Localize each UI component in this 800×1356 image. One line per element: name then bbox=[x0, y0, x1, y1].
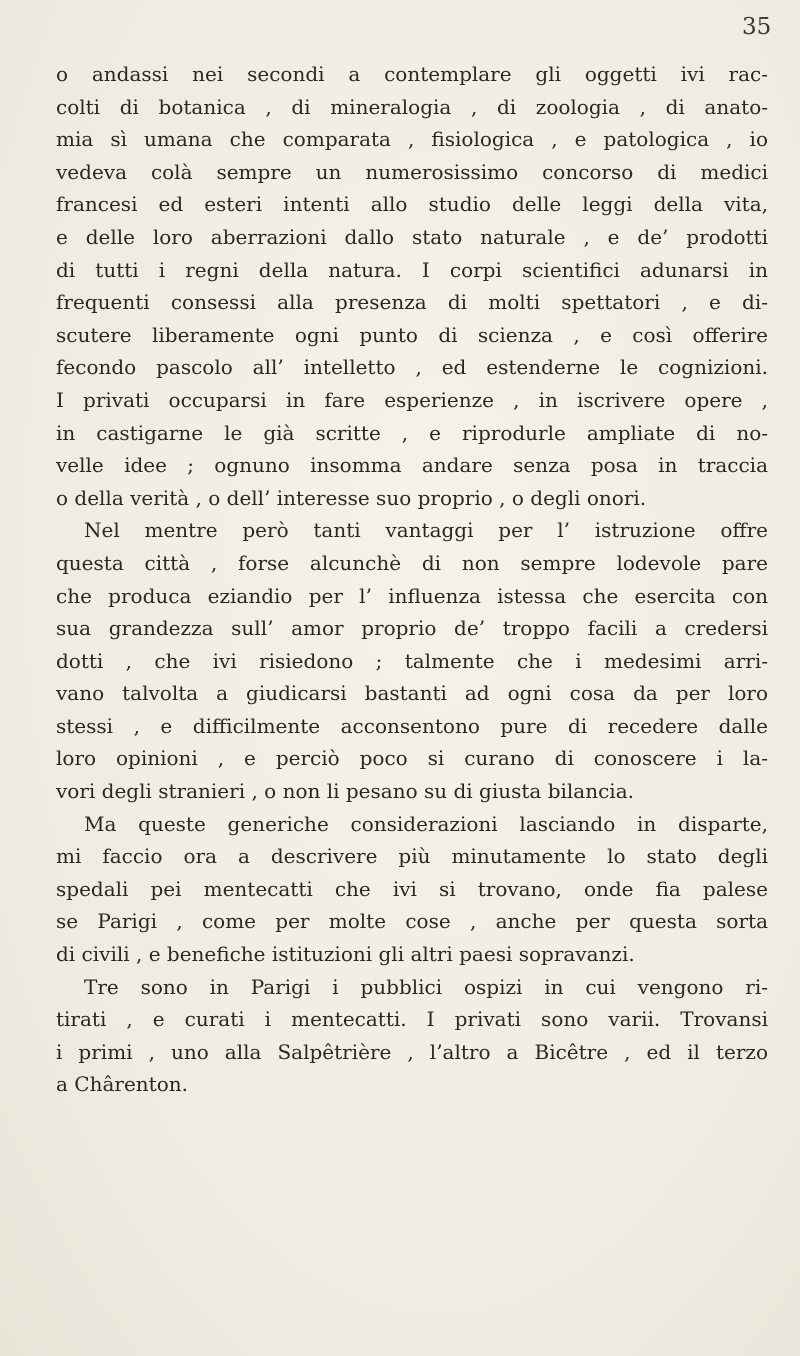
body-text bbox=[56, 58, 768, 1101]
text-line: loro opinioni , e perciò poco si curano di conoscere i la- bbox=[56, 746, 768, 771]
text-line: i primi , uno alla Salpêtrière , l’altro a Bicêtre , ed il terzo bbox=[56, 1039, 768, 1064]
text-line: se Parigi , come per molte cose , anche per questa sorta bbox=[56, 909, 768, 934]
text-line: che produca eziandio per l’ influenza istessa che esercita con bbox=[56, 583, 768, 608]
text-line: Nel mentre però tanti vantaggi per l’ istruzione offre bbox=[84, 518, 768, 543]
text-line: vedeva colà sempre un numerosissimo concorso di medici bbox=[56, 159, 768, 184]
text-line: in castigarne le già scritte , e riprodurle ampliate di no- bbox=[56, 420, 768, 445]
text-line: questa città , forse alcunchè di non sempre lodevole pare bbox=[56, 550, 768, 575]
text-line: tirati , e curati i mentecatti. I privati sono varii. Trovansi bbox=[56, 1007, 768, 1032]
text-line: fecondo pascolo all’ intelletto , ed estenderne le cognizioni. bbox=[56, 355, 768, 380]
text-line: francesi ed esteri intenti allo studio delle leggi della vita, bbox=[56, 192, 768, 217]
text-line: Tre sono in Parigi i pubblici ospizi in cui vengono ri- bbox=[84, 974, 768, 999]
text-line: vori degli stranieri , o non li pesano su di giusta bilancia. bbox=[56, 779, 634, 804]
text-line: I privati occuparsi in fare esperienze , in iscrivere opere , bbox=[56, 387, 768, 412]
text-line: e delle loro aberrazioni dallo stato naturale , e de’ prodotti bbox=[56, 224, 768, 249]
text-line: velle idee ; ognuno insomma andare senza posa in traccia bbox=[56, 453, 768, 478]
text-line: mi faccio ora a descrivere più minutamente lo stato degli bbox=[56, 844, 768, 869]
text-line: mia sì umana che comparata , fisiologica , e patologica , io bbox=[56, 127, 768, 152]
text-line: di civili , e benefiche istituzioni gli altri paesi sopravanzi. bbox=[56, 942, 635, 967]
text-line: a Chârenton. bbox=[56, 1072, 188, 1097]
text-line: vano talvolta a giudicarsi bastanti ad ogni cosa da per loro bbox=[56, 681, 768, 706]
text-line: sua grandezza sull’ amor proprio de’ troppo facili a credersi bbox=[56, 616, 768, 641]
text-line: frequenti consessi alla presenza di molti spettatori , e di- bbox=[56, 290, 768, 315]
text-line: di tutti i regni della natura. I corpi scientifici adunarsi in bbox=[56, 257, 768, 282]
text-line: o andassi nei secondi a contemplare gli oggetti ivi rac- bbox=[56, 62, 768, 86]
text-line: spedali pei mentecatti che ivi si trovano, onde fia palese bbox=[56, 876, 768, 901]
text-line: dotti , che ivi risiedono ; talmente che i medesimi arri- bbox=[56, 648, 768, 673]
text-line: stessi , e difficilmente acconsentono pure di recedere dalle bbox=[56, 713, 768, 738]
text-line: colti di botanica , di mineralogia , di zoologia , di anato- bbox=[56, 94, 768, 119]
page-number: 35 bbox=[742, 14, 772, 40]
text-line: Ma queste generiche considerazioni lasciando in disparte, bbox=[84, 811, 768, 836]
text-line: scutere liberamente ogni punto di scienza , e così offerire bbox=[56, 322, 768, 347]
text-line: o della verità , o dell’ interesse suo proprio , o degli onori. bbox=[56, 485, 647, 510]
